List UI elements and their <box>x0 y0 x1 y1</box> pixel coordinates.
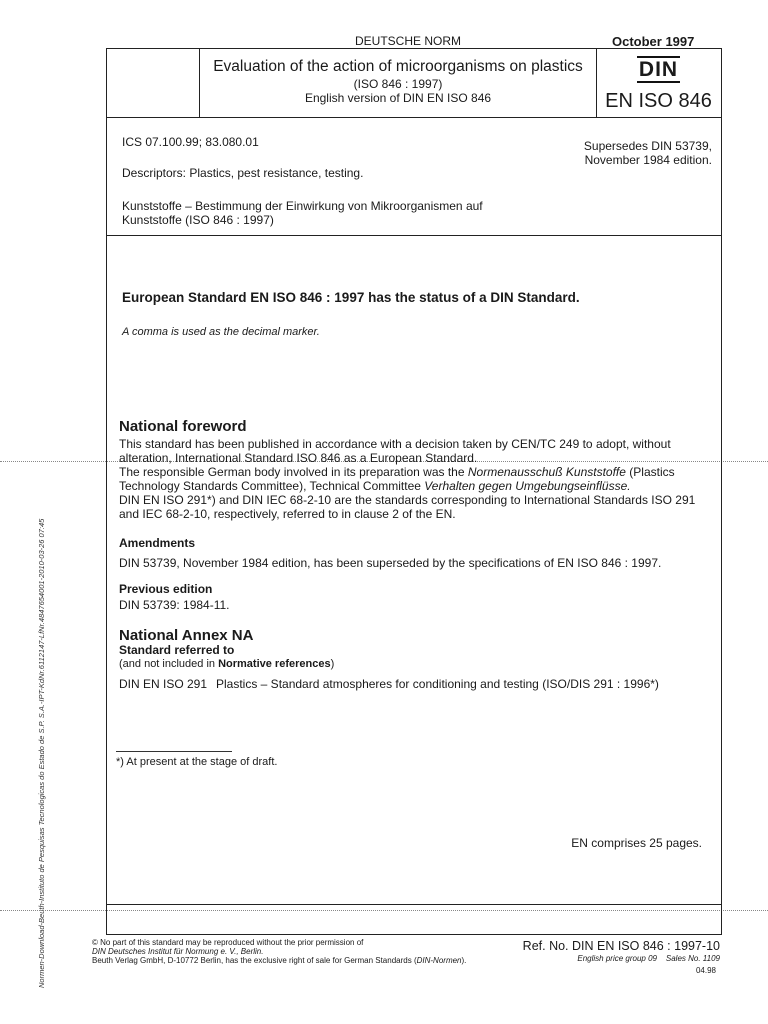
german-title-line: Kunststoffe – Bestimmung der Einwirkung von Mikroorganismen auf <box>122 199 483 213</box>
document-title: Evaluation of the action of microorganisms on plastics <box>213 58 583 75</box>
copyright-line <box>92 956 512 965</box>
foreword-line: This standard has been published in accordance with a decision taken by CEN/TC 249 to adopt, without <box>119 437 671 451</box>
annex-subheading: Standard referred to <box>119 643 235 657</box>
download-stamp: Normen-Download-Beuth-Instituto de Pesquisas Tecnologicas do Estado de S.P. S.A.-IPT-KdNr.6112147-LfNr.4847654001-2010-03-26 07:45 <box>37 518 46 988</box>
foreword-text: (Plastics <box>625 465 675 479</box>
copyright-notice <box>92 938 512 965</box>
standard-number: EN ISO 846 <box>605 90 712 112</box>
title-section-rule <box>106 235 722 236</box>
foreword-line: alteration, International Standard ISO 846 as a European Standard. <box>119 451 478 465</box>
committee-name: Normenausschuß Kunststoffe <box>467 465 626 479</box>
annex-note-text: (and not included in <box>119 658 219 670</box>
iso-reference: (ISO 846 : 1997) <box>353 77 443 91</box>
title-block <box>200 58 596 105</box>
previous-edition-heading: Previous edition <box>119 582 213 596</box>
foreword-line <box>119 465 715 479</box>
page-count: EN comprises 25 pages. <box>571 836 702 850</box>
copyright-line: DIN Deutsches Institut für Normung e. V., Berlin. <box>92 947 264 956</box>
foreword-heading: National foreword <box>119 418 247 435</box>
supersedes-note <box>550 139 712 167</box>
din-logo: DIN <box>638 58 679 81</box>
descriptors: Descriptors: Plastics, pest resistance, testing. <box>122 166 364 180</box>
ics-code: ICS 07.100.99; 83.080.01 <box>122 135 259 149</box>
previous-edition-text: DIN 53739: 1984-11. <box>119 598 230 612</box>
amendments-heading: Amendments <box>119 536 196 550</box>
footer-top-rule <box>106 904 722 905</box>
amendments-text: DIN 53739, November 1984 edition, has been superseded by the specifications of EN ISO 846 : 1997. <box>119 556 662 570</box>
foreword-text: The responsible German body involved in its preparation was the <box>119 465 468 479</box>
publication-date: October 1997 <box>612 34 695 49</box>
technical-committee-name: Verhalten gegen Umgebungseinflüsse. <box>424 479 631 493</box>
supersedes-edition: November 1984 edition. <box>584 153 712 167</box>
din-logo-block <box>597 60 720 81</box>
german-title-line: Kunststoffe (ISO 846 : 1997) <box>122 213 274 227</box>
din-status-statement: European Standard EN ISO 846 : 1997 has the status of a DIN Standard. <box>122 290 580 305</box>
german-title <box>122 199 483 227</box>
annex-note-text: ) <box>330 658 335 670</box>
copyright-line: © No part of this standard may be reproduced without the prior permission of <box>92 938 364 947</box>
foreword-line: DIN EN ISO 291*) and DIN IEC 68-2-10 are the standards corresponding to International Standards ISO 291 <box>119 493 696 507</box>
copyright-text: Beuth Verlag GmbH, D-10772 Berlin, has the exclusive right of sale for German Standards ( <box>92 956 417 965</box>
reference-number: Ref. No. DIN EN ISO 846 : 1997-10 <box>522 939 720 953</box>
foreword-line <box>119 479 715 493</box>
din-normen-label: DIN-Normen <box>416 956 462 965</box>
annex-note <box>119 658 334 671</box>
foreword-body <box>119 437 715 521</box>
sales-number: Sales No. 1109 <box>665 954 720 963</box>
foreword-line: and IEC 68-2-10, respectively, referred to in clause 2 of the EN. <box>119 507 456 521</box>
english-version-note: English version of DIN EN ISO 846 <box>304 91 492 105</box>
supersedes-line: Supersedes DIN 53739, <box>583 139 712 153</box>
price-info <box>520 954 720 963</box>
header-bottom-rule <box>106 117 722 118</box>
referenced-standard-title: Plastics – Standard atmospheres for conditioning and testing (ISO/DIS 291 : 1996*) <box>216 677 659 691</box>
foreword-text: Technology Standards Committee), Technical Committee <box>119 479 425 493</box>
price-group: English price group 09 <box>577 954 657 963</box>
copyright-text: ). <box>461 956 467 965</box>
referenced-standard-code: DIN EN ISO 291 <box>119 677 208 691</box>
annex-heading: National Annex NA <box>119 627 254 644</box>
normative-references-label: Normative references <box>218 658 331 670</box>
norm-label: DEUTSCHE NORM <box>355 34 462 48</box>
footnote-rule <box>116 751 232 752</box>
footnote: *) At present at the stage of draft. <box>116 756 278 768</box>
decimal-marker-note: A comma is used as the decimal marker. <box>122 326 320 338</box>
document-code: 04.98 <box>695 966 716 975</box>
